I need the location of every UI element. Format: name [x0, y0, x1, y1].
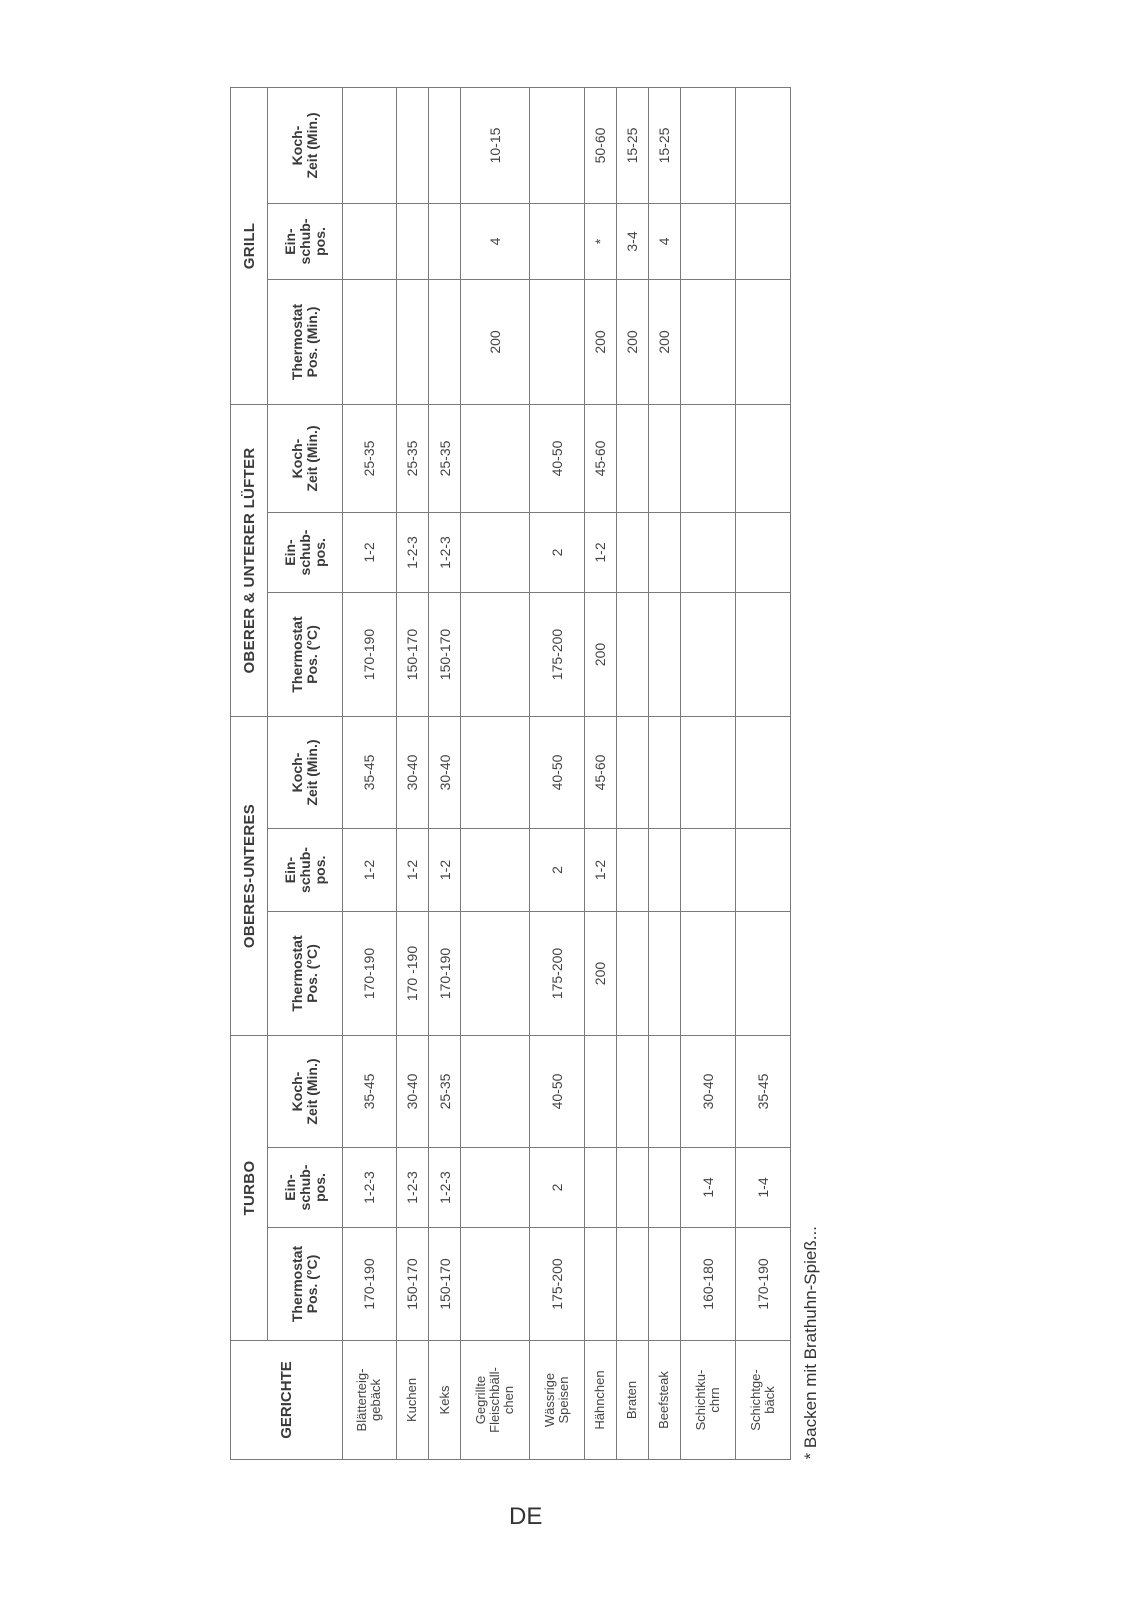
- value-cell: 170-190: [343, 593, 397, 717]
- value-cell: [616, 1228, 648, 1341]
- footnote: * Backen mit Brathuhn-Spieß...: [801, 1226, 821, 1460]
- dish-name-line: Braten: [624, 1380, 640, 1420]
- dish-name-line: Keks: [436, 1385, 452, 1415]
- value-cell: 170-190: [735, 1228, 790, 1341]
- value-cell: [648, 717, 680, 829]
- group-header-turbo: TURBO: [231, 1036, 268, 1341]
- value-cell: 40-50: [529, 1036, 584, 1148]
- group-header-grill: GRILL: [231, 87, 268, 404]
- table-row: [616, 87, 648, 1459]
- value-cell: 170-190: [343, 912, 397, 1036]
- value-cell: [648, 593, 680, 717]
- value-cell: 30-40: [681, 1036, 736, 1148]
- value-cell: [429, 87, 461, 203]
- value-cell: [735, 593, 790, 717]
- value-cell: 1-2: [584, 829, 616, 912]
- dish-name-cell: [584, 1341, 616, 1460]
- value-cell: 1-2-3: [396, 513, 428, 593]
- value-cell: 45-60: [584, 404, 616, 512]
- value-cell: 1-2: [343, 829, 397, 912]
- value-cell: *: [584, 203, 616, 279]
- value-cell: [429, 203, 461, 279]
- value-cell: 4: [648, 203, 680, 279]
- value-cell: [735, 829, 790, 912]
- value-cell: [735, 87, 790, 203]
- dish-name-line: Fleischbäll-: [486, 1367, 502, 1433]
- table-row: [429, 87, 461, 1459]
- group-header-luefter: OBERER & UNTERER LÜFTER: [231, 404, 268, 716]
- value-cell: [648, 1036, 680, 1148]
- dish-name-line: bäck: [761, 1386, 777, 1414]
- dish-name-line: chen: [500, 1385, 516, 1415]
- subheader-thermostat: Thermostat Pos. (°C): [268, 912, 343, 1036]
- dish-name-cell: [343, 1341, 397, 1460]
- subheader-kochzeit: Koch- Zeit (Min.): [268, 717, 343, 829]
- value-cell: 10-15: [461, 87, 529, 203]
- value-cell: 25-35: [429, 404, 461, 512]
- value-cell: [461, 513, 529, 593]
- value-cell: 30-40: [396, 717, 428, 829]
- subheader-einschubpos: Ein- schub- pos.: [268, 829, 343, 912]
- dish-name-cell: [681, 1341, 736, 1460]
- value-cell: 35-45: [343, 717, 397, 829]
- subheader-einschubpos: Ein- schub- pos.: [268, 203, 343, 279]
- subheader-thermostat: Thermostat Pos. (°C): [268, 1228, 343, 1341]
- value-cell: 40-50: [529, 717, 584, 829]
- value-cell: 2: [529, 829, 584, 912]
- table-row: [343, 87, 397, 1459]
- dish-name-line: Hähnchen: [592, 1370, 608, 1430]
- value-cell: [396, 279, 428, 404]
- value-cell: [461, 1228, 529, 1341]
- dish-name-line: Beefsteak: [656, 1371, 672, 1429]
- value-cell: 45-60: [584, 717, 616, 829]
- value-cell: [584, 1228, 616, 1341]
- dish-name-cell: [429, 1341, 461, 1460]
- value-cell: 150-170: [429, 1228, 461, 1341]
- dish-name-line: chrn: [706, 1387, 722, 1413]
- dish-name-line: Schichtge-: [747, 1369, 763, 1431]
- value-cell: [648, 404, 680, 512]
- value-cell: [648, 1148, 680, 1228]
- subheader-thermostat: Thermostat Pos. (°C): [268, 593, 343, 717]
- value-cell: [616, 912, 648, 1036]
- dish-name-cell: [735, 1341, 790, 1460]
- value-cell: [735, 513, 790, 593]
- value-cell: 200: [584, 593, 616, 717]
- value-cell: [429, 279, 461, 404]
- value-cell: [681, 717, 736, 829]
- subheader-kochzeit: Koch- Zeit (Min.): [268, 87, 343, 203]
- value-cell: [616, 1036, 648, 1148]
- value-cell: 1-2-3: [429, 1148, 461, 1228]
- value-cell: [529, 87, 584, 203]
- value-cell: [584, 1148, 616, 1228]
- dish-name-line: Kuchen: [404, 1377, 420, 1423]
- subheader-einschubpos: Ein- schub- pos.: [268, 1148, 343, 1228]
- value-cell: 15-25: [648, 87, 680, 203]
- value-cell: [681, 829, 736, 912]
- table-row: [648, 87, 680, 1459]
- subheader-kochzeit: Koch- Zeit (Min.): [268, 404, 343, 512]
- value-cell: [648, 912, 680, 1036]
- sub-header-row: [268, 87, 343, 1459]
- table-body: [343, 87, 833, 1459]
- value-cell: 160-180: [681, 1228, 736, 1341]
- value-cell: [735, 279, 790, 404]
- value-cell: [616, 829, 648, 912]
- value-cell: 1-2: [343, 513, 397, 593]
- value-cell: [461, 829, 529, 912]
- value-cell: 30-40: [396, 1036, 428, 1148]
- dish-name-line: Gegrillte: [472, 1375, 488, 1425]
- value-cell: 1-2-3: [396, 1148, 428, 1228]
- dish-name-cell: [616, 1341, 648, 1460]
- value-cell: 25-35: [343, 404, 397, 512]
- value-cell: 175-200: [529, 593, 584, 717]
- table-row: [396, 87, 428, 1459]
- value-cell: 35-45: [735, 1036, 790, 1148]
- table-row: [681, 87, 736, 1459]
- value-cell: [461, 912, 529, 1036]
- value-cell: [396, 87, 428, 203]
- value-cell: [681, 513, 736, 593]
- value-cell: 2: [529, 513, 584, 593]
- subheader-einschubpos: Ein- schub- pos.: [268, 513, 343, 593]
- value-cell: [616, 717, 648, 829]
- dish-name-line: Schichtku-: [692, 1369, 708, 1431]
- table-row: [529, 87, 584, 1459]
- value-cell: 175-200: [529, 912, 584, 1036]
- value-cell: 175-200: [529, 1228, 584, 1341]
- value-cell: 200: [616, 279, 648, 404]
- value-cell: 1-2-3: [429, 513, 461, 593]
- value-cell: [681, 404, 736, 512]
- dish-name-cell: [648, 1341, 680, 1460]
- value-cell: [461, 1036, 529, 1148]
- value-cell: 30-40: [429, 717, 461, 829]
- value-cell: 1-2-3: [343, 1148, 397, 1228]
- value-cell: [461, 717, 529, 829]
- value-cell: [396, 203, 428, 279]
- value-cell: 3-4: [616, 203, 648, 279]
- rotated-table-wrapper: [230, 88, 832, 1460]
- value-cell: 4: [461, 203, 529, 279]
- value-cell: 35-45: [343, 1036, 397, 1148]
- value-cell: 1-4: [681, 1148, 736, 1228]
- value-cell: 200: [584, 279, 616, 404]
- value-cell: 170-190: [343, 1228, 397, 1341]
- value-cell: 25-35: [429, 1036, 461, 1148]
- dish-name-line: Wässrige: [541, 1372, 557, 1428]
- value-cell: [681, 203, 736, 279]
- value-cell: 1-2: [396, 829, 428, 912]
- value-cell: 15-25: [616, 87, 648, 203]
- subheader-kochzeit: Koch- Zeit (Min.): [268, 1036, 343, 1148]
- value-cell: 25-35: [396, 404, 428, 512]
- dish-name-line: Speisen: [555, 1376, 571, 1424]
- dish-name-cell: [461, 1341, 529, 1460]
- value-cell: [681, 593, 736, 717]
- value-cell: [343, 203, 397, 279]
- value-cell: [529, 203, 584, 279]
- value-cell: [461, 593, 529, 717]
- table-row: [735, 87, 790, 1459]
- value-cell: [616, 513, 648, 593]
- value-cell: [343, 87, 397, 203]
- group-header-row: [231, 87, 268, 1459]
- value-cell: [648, 1228, 680, 1341]
- value-cell: 1-4: [735, 1148, 790, 1228]
- value-cell: [648, 513, 680, 593]
- dish-name-line: Blätterteig-: [354, 1368, 370, 1432]
- value-cell: [681, 912, 736, 1036]
- value-cell: [461, 1148, 529, 1228]
- subheader-thermostat: Thermostat Pos. (Min.): [268, 279, 343, 404]
- value-cell: 150-170: [429, 593, 461, 717]
- footnote-row: [790, 87, 832, 1459]
- value-cell: [616, 404, 648, 512]
- value-cell: 200: [584, 912, 616, 1036]
- value-cell: 170 -190: [396, 912, 428, 1036]
- value-cell: [648, 829, 680, 912]
- language-code: DE: [509, 1503, 543, 1530]
- value-cell: 200: [461, 279, 529, 404]
- value-cell: [681, 87, 736, 203]
- value-cell: [616, 593, 648, 717]
- dishes-header: GERICHTE: [231, 1341, 343, 1460]
- value-cell: 170-190: [429, 912, 461, 1036]
- group-header-oberes-unteres: OBERES-UNTERES: [231, 717, 268, 1036]
- value-cell: 50-60: [584, 87, 616, 203]
- value-cell: [681, 279, 736, 404]
- cooking-table: [230, 87, 832, 1460]
- value-cell: 2: [529, 1148, 584, 1228]
- value-cell: [584, 1036, 616, 1148]
- dish-name-line: gebäck: [368, 1379, 384, 1421]
- value-cell: [529, 279, 584, 404]
- table-row: [584, 87, 616, 1459]
- value-cell: 150-170: [396, 1228, 428, 1341]
- value-cell: [735, 912, 790, 1036]
- dish-name-cell: [529, 1341, 584, 1460]
- value-cell: 40-50: [529, 404, 584, 512]
- value-cell: [616, 1148, 648, 1228]
- value-cell: [461, 404, 529, 512]
- value-cell: 1-2: [584, 513, 616, 593]
- value-cell: [735, 717, 790, 829]
- value-cell: [735, 203, 790, 279]
- value-cell: 200: [648, 279, 680, 404]
- value-cell: 150-170: [396, 593, 428, 717]
- value-cell: [343, 279, 397, 404]
- value-cell: 1-2: [429, 829, 461, 912]
- table-row: [461, 87, 529, 1459]
- value-cell: [735, 404, 790, 512]
- dish-name-cell: [396, 1341, 428, 1460]
